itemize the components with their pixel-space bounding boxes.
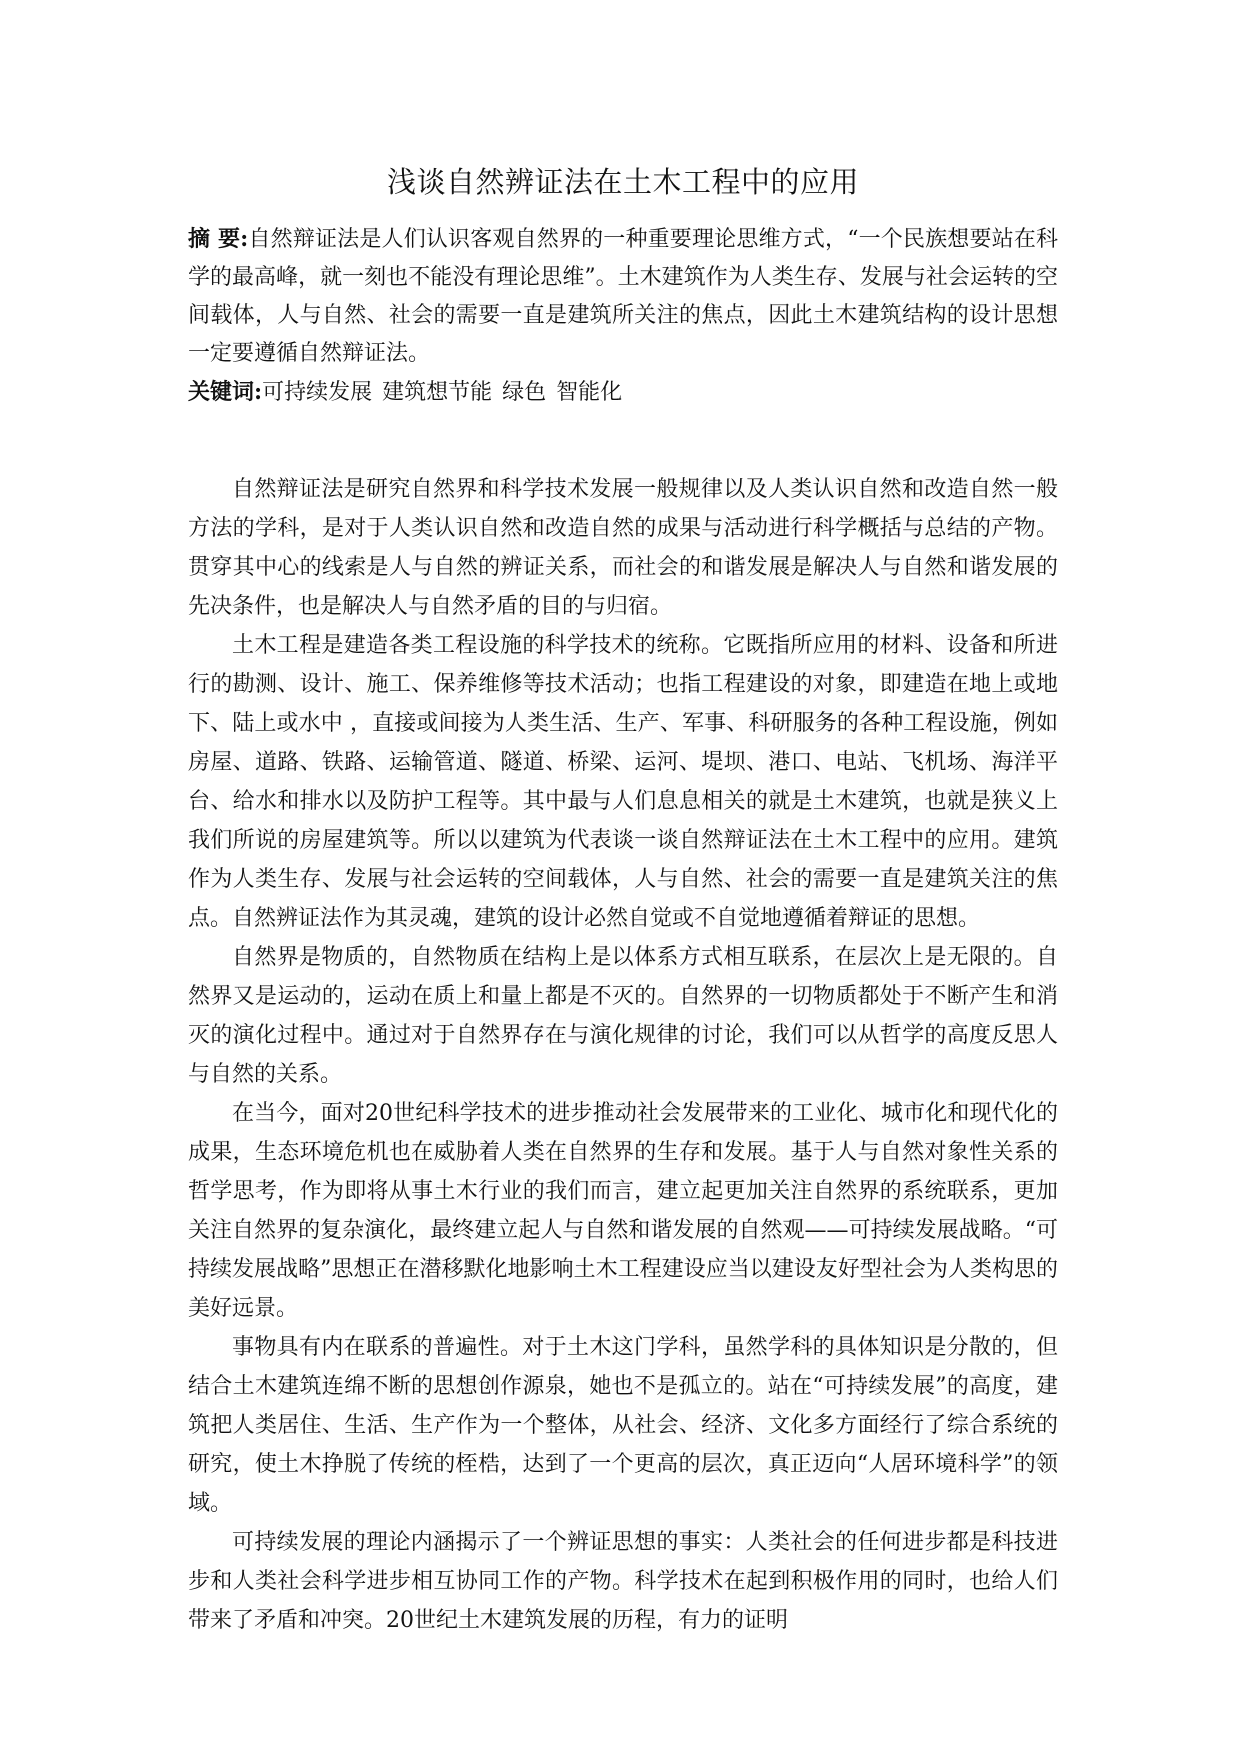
abstract: [188, 220, 1058, 373]
abstract-text: 自然辩证法是人们认识客观自然界的一种重要理论思维方式，“一个民族想要站在科学的最高峰，就一刻也不能没有理论思维”。土木建筑作为人类生存、发展与社会运转的空间载体，人与自然、社会的需要一直是建筑所关注的焦点，因此土木建筑结构的设计思想一定要遵循自然辩证法。: [188, 227, 1059, 366]
keyword-item: 建筑想节能: [382, 380, 493, 405]
document-page: [188, 162, 1058, 1640]
body-text: [188, 470, 1058, 1640]
body-paragraph: 自然辩证法是研究自然界和科学技术发展一般规律以及人类认识自然和改造自然一般方法的学科，是对于人类认识自然和改造自然的成果与活动进行科学概括与总结的产物。贯穿其中心的线索是人与自然的辨证关系，而社会的和谐发展是解决人与自然和谐发展的先决条件，也是解决人与自然矛盾的目的与归宿。: [188, 477, 1058, 619]
abstract-label: 摘 要:: [188, 226, 249, 252]
page-title: 浅谈自然辨证法在土木工程中的应用: [386, 165, 859, 199]
body-paragraph: 自然界是物质的，自然物质在结构上是以体系方式相互联系，在层次上是无限的。自然界又是运动的，运动在质上和量上都是不灭的。自然界的一切物质都处于不断产生和消灭的演化过程中。通过对于自然界存在与演化规律的讨论，我们可以从哲学的高度反思人与自然的关系。: [188, 945, 1058, 1087]
keywords-label: 关键词:: [188, 379, 263, 405]
body-paragraph: 在当今，面对20世纪科学技术的进步推动社会发展带来的工业化、城市化和现代化的成果，生态环境危机也在威胁着人类在自然界的生存和发展。基于人与自然对象性关系的哲学思考，作为即将从事土木行业的我们而言，建立起更加关注自然界的系统联系，更加关注自然界的复杂演化，最终建立起人与自然和谐发展的自然观——可持续发展战略。“可持续发展战略”思想正在潜移默化地影响土木工程建设应当以建设友好型社会为人类构思的美好远景。: [188, 1101, 1058, 1321]
keyword-item: 可持续发展: [262, 380, 373, 405]
body-paragraph: 事物具有内在联系的普遍性。对于土木这门学科，虽然学科的具体知识是分散的，但结合土木建筑连绵不断的思想创作源泉，她也不是孤立的。站在“可持续发展”的高度，建筑把人类居住、生活、生产作为一个整体，从社会、经济、文化多方面经行了综合系统的研究，使土木挣脱了传统的桎梏，达到了一个更高的层次，真正迈向“人居环境科学”的领域。: [188, 1335, 1058, 1516]
body-paragraph: 土木工程是建造各类工程设施的科学技术的统称。它既指所应用的材料、设备和所进行的勘测、设计、施工、保养维修等技术活动；也指工程建设的对象，即建造在地上或地下、陆上或水中 ，直接或间接为人类生活、生产、军事、科研服务的各种工程设施，例如房屋、道路、铁路、运输管道、隧道、桥梁、运河、堤坝、港口、电站、飞机场、海洋平台、给水和排水以及防护工程等。其中最与人们息息相关的就是土木建筑，也就是狭义上我们所说的房屋建筑等。所以以建筑为代表谈一谈自然辩证法在土木工程中的应用。建筑作为人类生存、发展与社会运转的空间载体，人与自然、社会的需要一直是建筑关注的焦点。自然辨证法作为其灵魂，建筑的设计必然自觉或不自觉地遵循着辩证的思想。: [188, 633, 1058, 931]
keywords: [188, 373, 1058, 412]
keyword-item: 智能化: [556, 380, 623, 405]
body-paragraph: 可持续发展的理论内涵揭示了一个辨证思想的事实：人类社会的任何进步都是科技进步和人类社会科学进步相互协同工作的产物。科学技术在起到积极作用的同时，也给人们带来了矛盾和冲突。20世纪土木建筑发展的历程，有力的证明: [188, 1530, 1058, 1633]
keyword-item: 绿色: [502, 380, 547, 405]
